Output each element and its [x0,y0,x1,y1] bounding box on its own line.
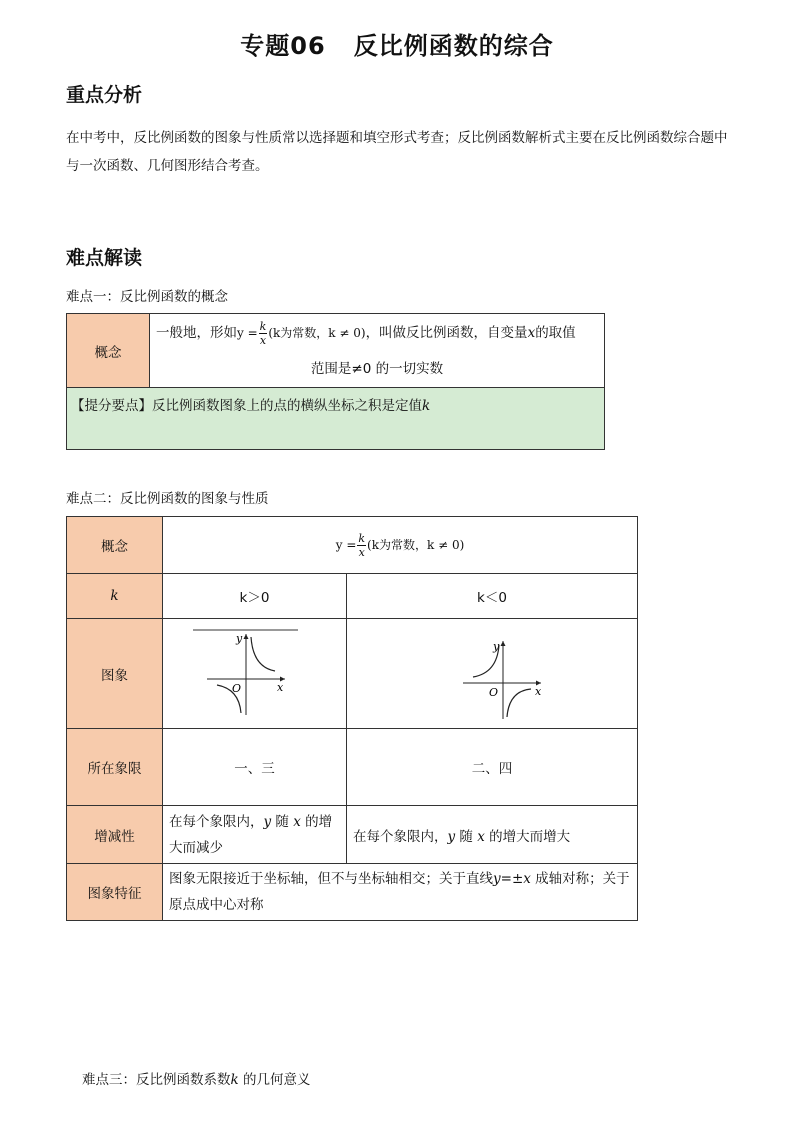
var-x: x [527,324,536,341]
concept-definition [150,314,605,388]
concept-formula [237,319,366,347]
mono-pos-a: 在每个象限内， [169,813,264,830]
mono-neg-a: 在每个象限内， [353,828,448,845]
curve-quadrant-1 [251,637,275,671]
difficulty3-k: k [230,1072,239,1088]
difficulty3-suffix: 的几何意义 [238,1072,311,1088]
properties-table [66,516,638,921]
difficulty3-prefix: 难点三：反比例函数系数 [82,1072,231,1088]
y-axis-label: y [236,632,243,645]
frac-denominator: x [259,333,267,347]
mono-neg-y: y [447,828,456,845]
frac2-numerator: k [358,531,366,545]
x-axis-label-2: x [535,685,542,698]
y-axis-arrow-2-icon [501,641,506,646]
row-feature-label [67,864,163,921]
concept-label-text: 概念 [94,344,122,361]
title-part1: 专题06 [240,32,326,60]
concept-table [66,313,605,450]
y-axis-label-2: y [493,640,500,653]
quadrant-positive-text: 一、三 [234,761,275,777]
mono-neg-c: 的增大而增大 [484,828,571,845]
y-axis-arrow-icon [244,634,249,639]
monotonic-positive-cell [163,806,347,864]
row-graph-label [67,619,163,729]
section-heading-key-analysis: 重点分析 [66,84,143,106]
def-prefix: 一般地，形如 [156,324,237,341]
difficulty2-label: 难点二：反比例函数的图象与性质 [66,491,269,507]
formula-lhs: y = [237,325,258,340]
x-axis-label: x [277,681,284,694]
k-positive-cell [163,574,347,619]
mono-pos-y: y [263,813,272,830]
key-analysis-paragraph: 在中考中，反比例函数的图象与性质常以选择题和填空形式考查；反比例函数解析式主要在反比例函数综合题中与一次函数、几何图形结合考查。 [66,130,728,174]
page-title [0,26,794,61]
origin-label: O [232,682,242,695]
feature-cell [163,864,638,921]
frac-numerator: k [259,319,267,333]
row-graph-text: 图象 [101,667,128,684]
def-suffix-a: ，叫做反比例函数，自变量 [365,324,528,341]
row-concept-text: 概念 [101,539,128,555]
row-k-text: k [110,588,119,604]
formula-condition: (k为常数，k ≠ 0) [268,325,366,340]
row-concept-formula [163,517,638,574]
def-line2: 范围是≠0 的一切实数 [310,360,444,377]
def-suffix-b: 的取值 [535,324,576,341]
row-quadrant-text: 所在象限 [87,761,142,777]
tip-cell [67,388,605,450]
quadrant-negative-text: 二、四 [471,761,513,777]
curve-quadrant-4 [507,689,531,717]
feature-line: y=±x [493,871,531,887]
k-positive-text: k＞0 [239,590,270,606]
tip-text: 【提分要点】反比例函数图象上的点的横纵坐标之积是定值 [71,398,422,414]
mono-pos-c: 的增大而减少 [169,813,333,856]
mono-neg-x: x [477,828,485,845]
mono-neg-b: 随 [455,828,478,845]
mono-pos-b: 随 [271,813,294,830]
row-monotonic-text: 增减性 [94,828,135,845]
quadrant-positive-cell [163,729,347,806]
difficulty3-label [82,1068,310,1088]
formula-fraction [259,321,268,346]
formula2-lhs: y = [335,537,357,552]
formula2-condition: (k为常数，k ≠ 0) [367,537,465,552]
row-monotonic-label [67,806,163,864]
concept-row-label [67,314,150,388]
formula2-fraction [357,533,366,558]
row-feature-text: 图象特征 [87,886,142,902]
frac2-denominator: x [358,545,365,559]
feature-b: 成轴对称；关于原点成中心对称 [169,871,630,913]
graph-k-positive [163,619,347,729]
title-part2: 反比例函数的综合 [353,32,554,60]
k-negative-text: k＜0 [477,590,507,606]
row-k-label [67,574,163,619]
hyperbola-quadrants-1-3-graph [193,619,313,723]
feature-a: 图象无限接近于坐标轴，但不与坐标轴相交；关于直线 [169,871,493,887]
quadrant-negative-cell [347,729,638,806]
hyperbola-quadrants-2-4-graph [457,619,577,723]
difficulty1-label: 难点一：反比例函数的概念 [66,289,228,305]
origin-label-2: O [489,686,499,699]
k-negative-cell [347,574,638,619]
tip-k: k [422,398,431,414]
monotonic-negative-cell [347,806,638,864]
row-quadrant-label [67,729,163,806]
section-heading-difficulty: 难点解读 [66,247,143,269]
row-concept-label [67,517,163,574]
mono-pos-x: x [293,813,301,830]
properties-formula [335,531,465,559]
graph-k-negative [347,619,638,729]
